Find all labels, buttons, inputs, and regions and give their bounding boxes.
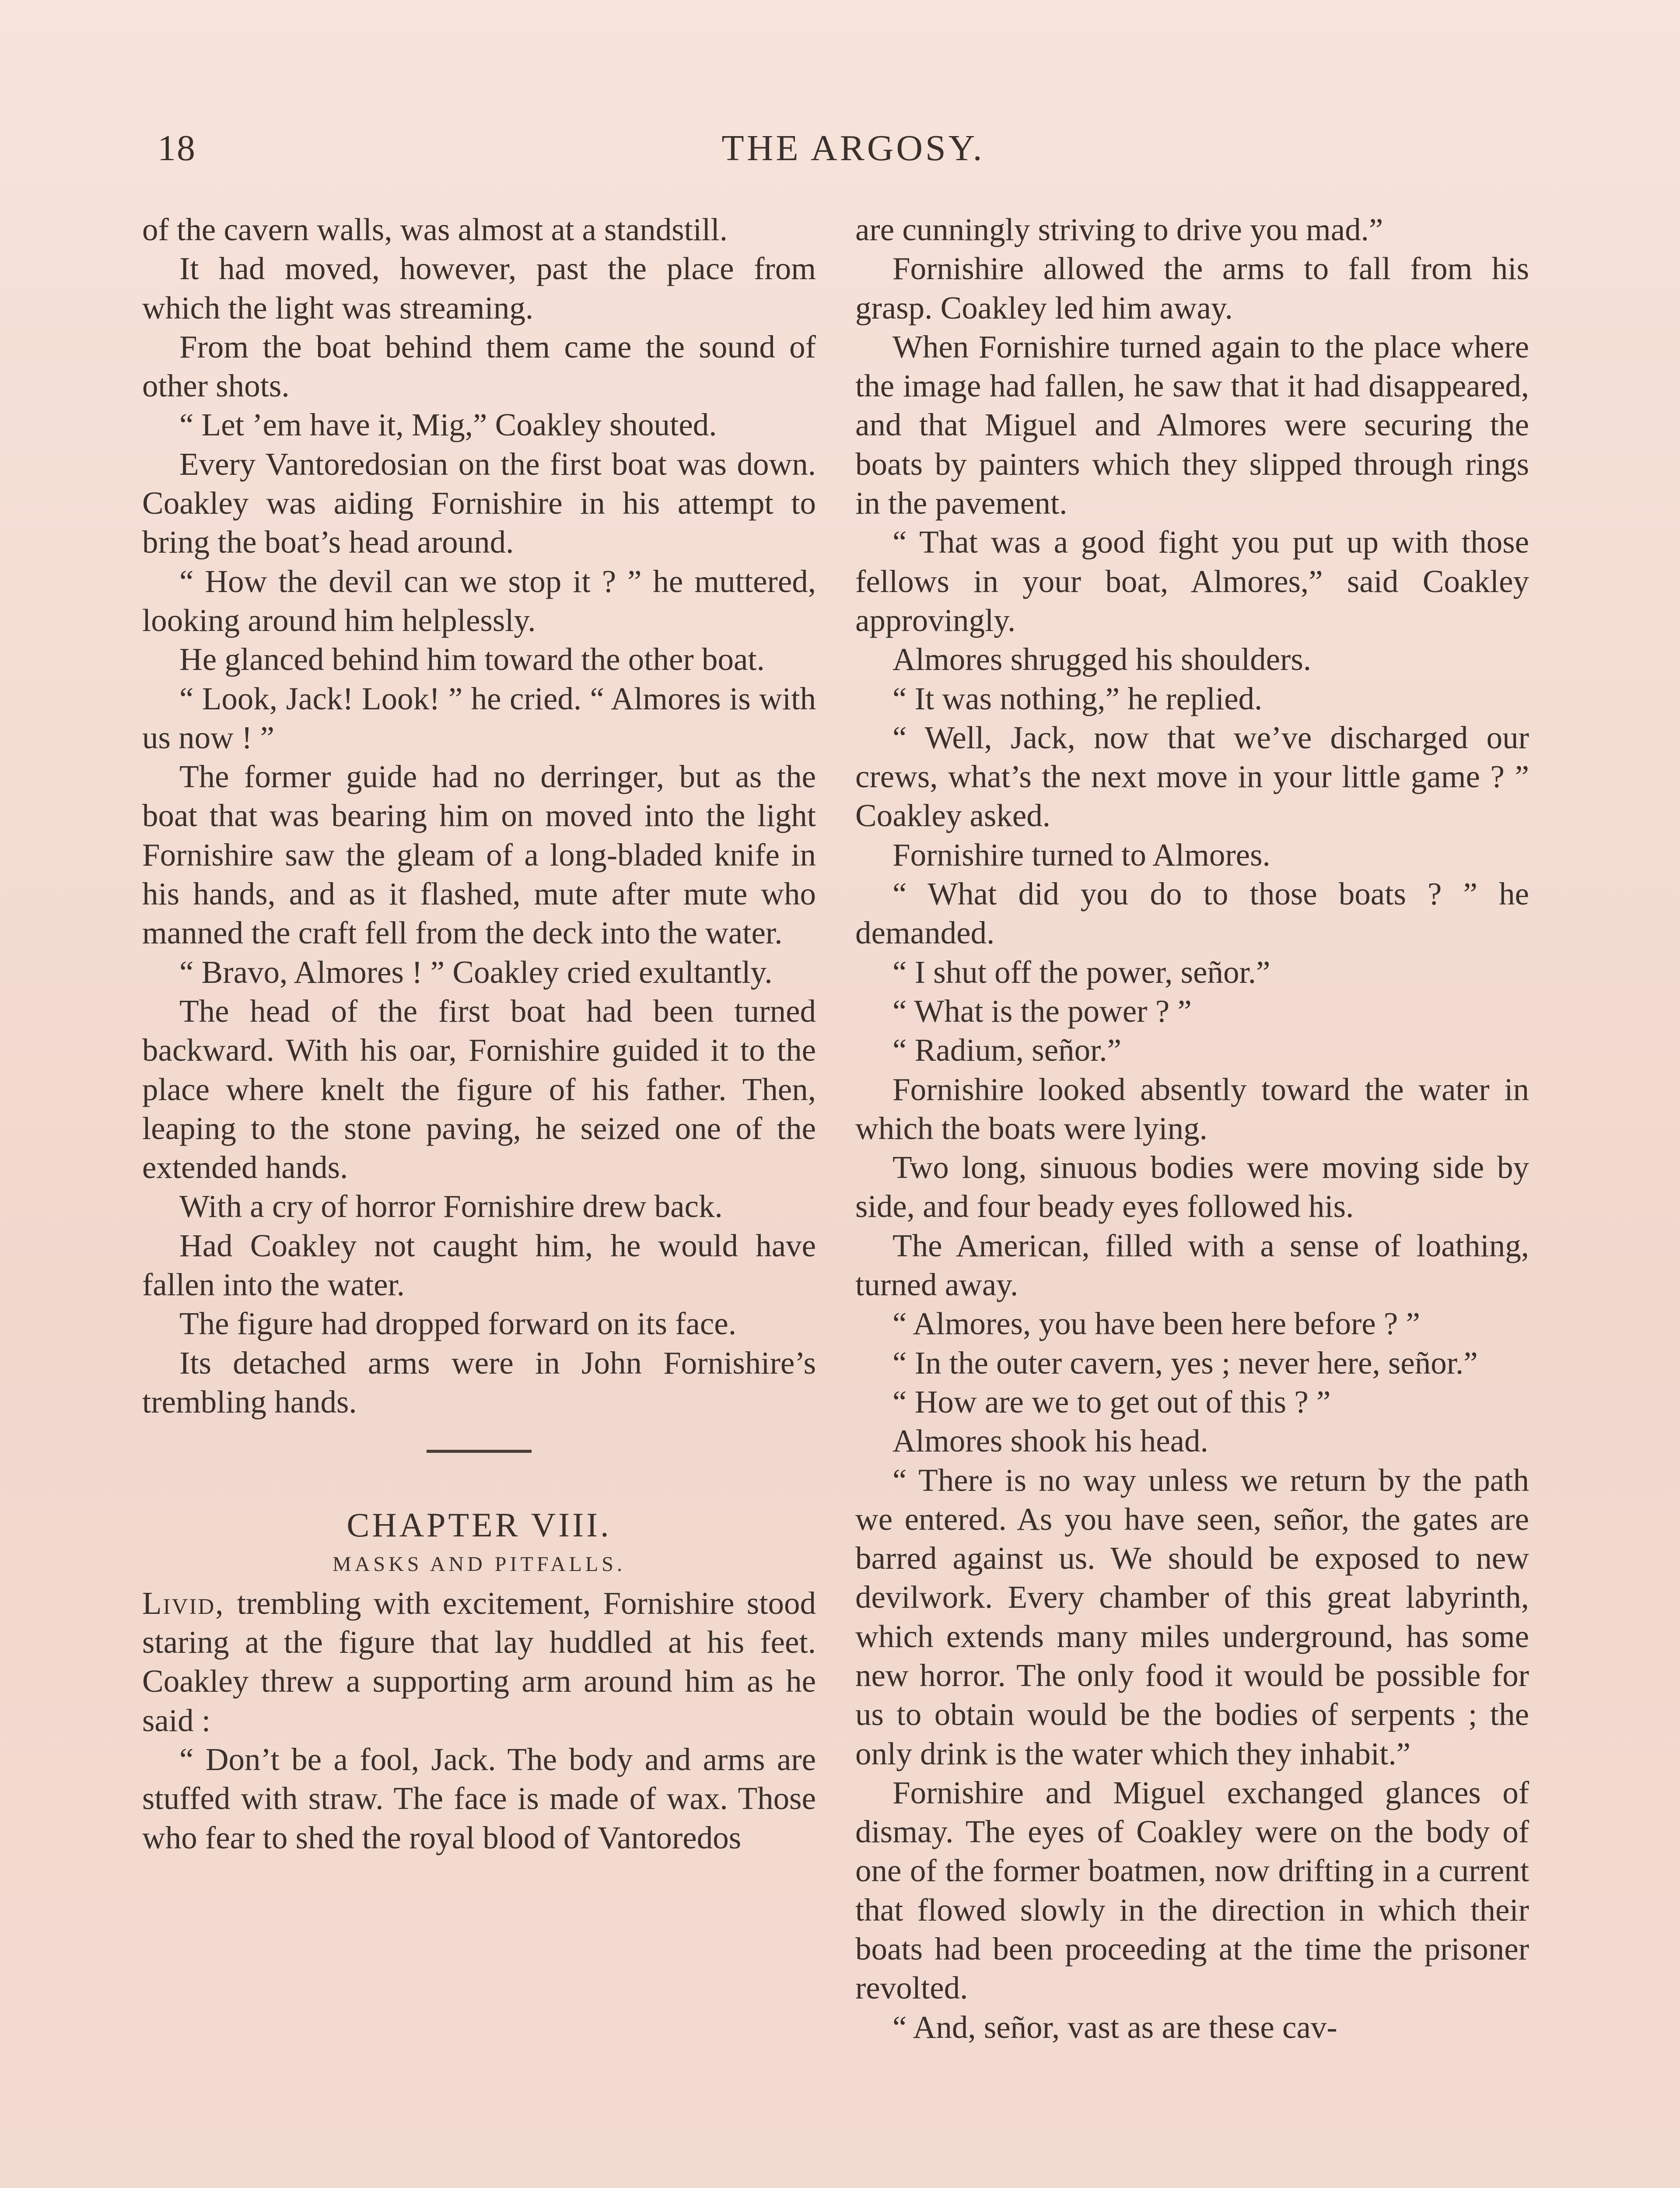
paragraph: are cunningly striving to drive you mad.”	[855, 212, 1383, 247]
paragraph: “ Radium, señor.”	[892, 1032, 1122, 1068]
chapter-opening-paragraph	[142, 1584, 816, 1740]
paragraph: Almores shook his head.	[892, 1423, 1208, 1459]
left-column	[142, 210, 816, 1857]
section-divider	[427, 1450, 532, 1453]
paragraph: “ I shut off the power, señor.”	[892, 954, 1270, 990]
paragraph: Fornishire turned to Almores.	[892, 837, 1270, 873]
paragraph: “ What did you do to those boats ? ” he demanded.	[855, 876, 1529, 951]
paragraph: From the boat behind them came the sound of other shots.	[142, 329, 816, 404]
paragraph: The former guide had no derringer, but as the boat that was bearing him on moved into the light Fornishire saw the gleam of a long-bladed knife in his hands, and as it flashed, mute after mute who manned the craft fell from the deck into the water.	[142, 759, 816, 951]
paragraph: Had Coakley not caught him, he would have fallen into the water.	[142, 1227, 816, 1303]
paragraph: With a cry of horror Fornishire drew back.	[179, 1189, 723, 1224]
paragraph: Two long, sinuous bodies were moving side by side, and four beady eyes followed his.	[855, 1150, 1529, 1224]
chapter-subtitle: MASKS AND PITFALLS.	[332, 1552, 626, 1576]
paragraph: “ How the devil can we stop it ? ” he muttered, looking around him helplessly.	[142, 563, 816, 638]
paragraph: Its detached arms were in John Fornishire’s trembling hands.	[142, 1345, 816, 1420]
paragraph: Fornishire looked absently toward the water in which the boats were lying.	[855, 1071, 1529, 1146]
paragraph: Fornishire and Miguel exchanged glances of dismay. The eyes of Coakley were on the body of one of the former boatmen, now drifting in a current that flowed slowly in the direction in which their boats had been proceeding at the time the prisoner revolted.	[855, 1774, 1529, 2006]
paragraph: The head of the first boat had been turned backward. With his oar, Fornishire guided it to the place where knelt the figure of his father. Then, leaping to the stone paving, he seized one of the extended hands.	[142, 993, 816, 1185]
paragraph: “ And, señor, vast as are these cav-	[892, 2009, 1337, 2045]
paragraph: He glanced behind him toward the other boat.	[179, 642, 765, 677]
paragraph: It had moved, however, past the place from which the light was streaming.	[142, 251, 816, 326]
paragraph: “ Don’t be a fool, Jack. The body and arms are stuffed with straw. The face is made of wax. Those who fear to shed the royal blood of Vantoredos	[142, 1741, 816, 1855]
paragraph: Almores shrugged his shoulders.	[892, 642, 1312, 677]
paragraph: The figure had dropped forward on its face.	[179, 1306, 736, 1342]
paragraph: When Fornishire turned again to the place where the image had fallen, he saw that it had disappeared, and that Miguel and Almores were securing the boats by painters which they slipped through rings in the pavement.	[855, 329, 1529, 521]
page-header	[158, 127, 1549, 175]
paragraph: “ Look, Jack! Look! ” he cried. “ Almores is with us now ! ”	[142, 680, 816, 755]
right-column	[855, 210, 1529, 2047]
paragraph: “ In the outer cavern, yes ; never here, señor.”	[892, 1345, 1478, 1381]
chapter-title: CHAPTER VIII.	[346, 1506, 612, 1544]
paragraph: Every Vantoredosian on the first boat was down. Coakley was aiding Fornishire in his attempt to bring the boat’s head around.	[142, 446, 816, 560]
chapter-first-text: trembling with excitement, Fornishire stood staring at the figure that lay huddled at his feet. Coakley threw a supporting arm around him as he said :	[142, 1585, 816, 1738]
paragraph: of the cavern walls, was almost at a standstill.	[142, 212, 728, 247]
page-number: 18	[158, 128, 196, 168]
paragraph: “ Let ’em have it, Mig,” Coakley shouted.	[179, 407, 717, 443]
paragraph: “ What is the power ? ”	[892, 993, 1192, 1029]
paragraph: “ There is no way unless we return by the path we entered. As you have seen, señor, the gates are barred against us. We should be exposed to new devilwork. Every chamber of this great labyrinth, which extends many miles underground, has some new horror. The only food it would be possible for us to obtain would be the bodies of serpents ; the only drink is the water which they inhabit.”	[855, 1462, 1529, 1771]
paragraph: “ It was nothing,” he replied.	[892, 680, 1263, 716]
paragraph: “ Bravo, Almores ! ” Coakley cried exultantly.	[179, 954, 773, 990]
paragraph: “ Almores, you have been here before ? ”	[892, 1306, 1420, 1342]
paragraph: “ How are we to get out of this ? ”	[892, 1384, 1331, 1420]
running-head: THE ARGOSY.	[721, 128, 985, 168]
paragraph: The American, filled with a sense of loathing, turned away.	[855, 1227, 1529, 1303]
paragraph: “ That was a good fight you put up with those fellows in your boat, Almores,” said Coakley approvingly.	[855, 524, 1529, 638]
paragraph: Fornishire allowed the arms to fall from his grasp. Coakley led him away.	[855, 251, 1529, 326]
paragraph: “ Well, Jack, now that we’ve discharged our crews, what’s the next move in your little game ? ” Coakley asked.	[855, 719, 1529, 834]
chapter-first-word: Livid,	[142, 1585, 225, 1621]
